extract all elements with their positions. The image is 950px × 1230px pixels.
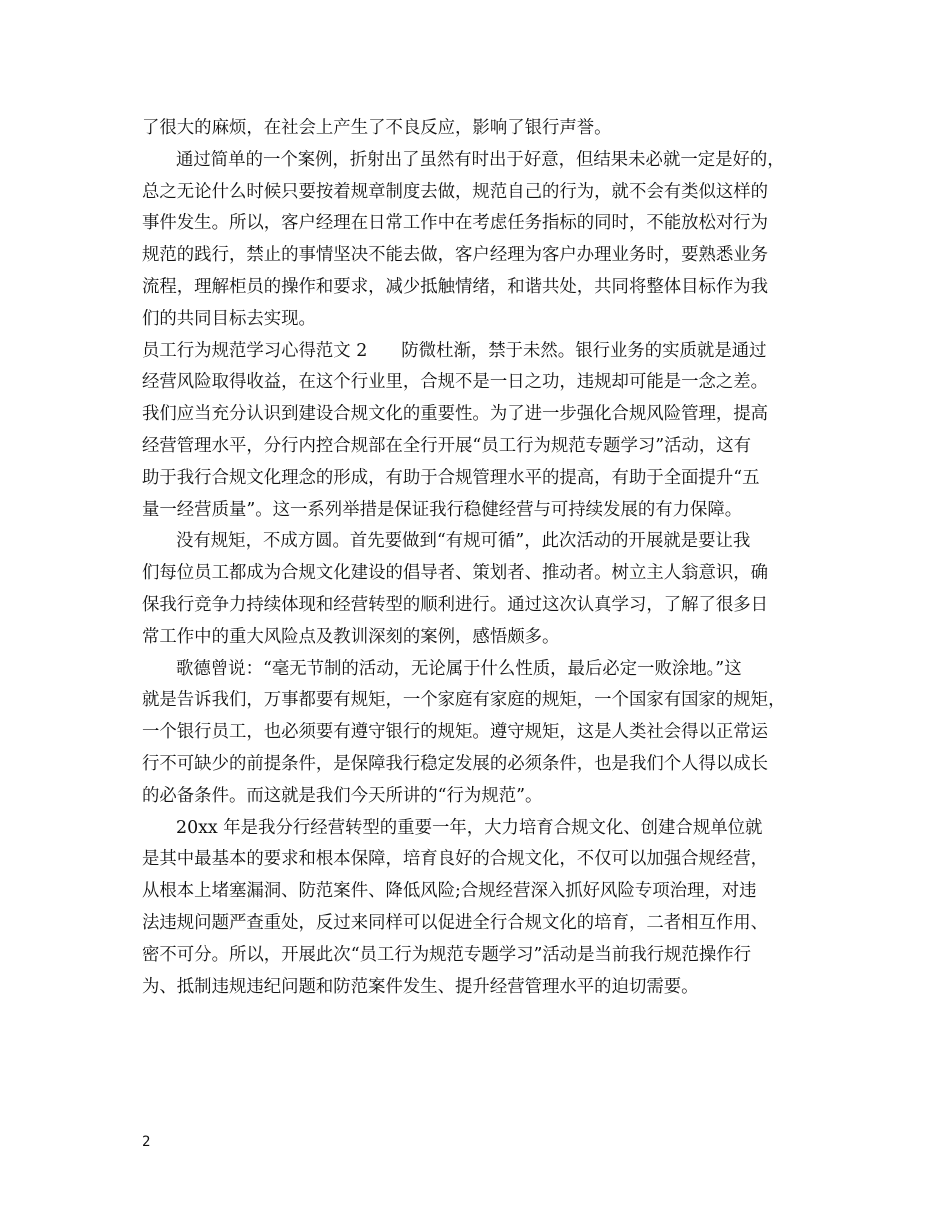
text-line: 密不可分。所以，开展此次“员工行为规范专题学习”活动是当前我行规范操作行: [142, 944, 752, 965]
text-line: 的必备条件。而这就是我们今天所讲的“行为规范”。: [142, 785, 543, 806]
text-line: 为、抵制违规违纪问题和防范案件发生、提升经营管理水平的迫切需要。: [142, 976, 699, 997]
text-line: 量一经营质量”。这一系列举措是保证我行稳健经营与可持续发展的有力保障。: [142, 499, 743, 520]
text-line: 流程，理解柜员的操作和要求，减少抵触情绪，和谐共处，共同将整体目标作为我: [142, 276, 769, 297]
text-line: 从根本上堵塞漏洞、防范案件、降低风险;合规经营深入抓好风险专项治理，对违: [142, 881, 757, 902]
section-title-line: [142, 336, 822, 368]
text-line: 们的共同目标去实现。: [142, 308, 316, 329]
text-line: 通过简单的一个案例，折射出了虽然有时出于好意，但结果未必就一定是好的，: [176, 149, 785, 170]
document-body: [142, 113, 822, 1003]
text-line: 保我行竞争力持续体现和经营转型的顺利进行。通过这次认真学习，了解了很多日: [142, 594, 769, 615]
text-line: 20xx 年是我分行经营转型的重要一年，大力培育合规文化、创建合规单位就: [176, 817, 763, 838]
text-line: 事件发生。所以，客户经理在日常工作中在考虑任务指标的同时，不能放松对行为: [142, 213, 769, 234]
text-line: 规范的践行，禁止的事情坚决不能去做，客户经理为客户办理业务时，要熟悉业务: [142, 245, 769, 266]
page-number: 2: [142, 1134, 151, 1150]
text-line: 就是告诉我们，万事都要有规矩，一个家庭有家庭的规矩，一个国家有国家的规矩，: [142, 690, 786, 711]
text-line: 常工作中的重大风险点及教训深刻的案例，感悟颇多。: [142, 626, 560, 647]
text-line: 助于我行合规文化理念的形成，有助于合规管理水平的提高，有助于全面提升“五: [142, 467, 760, 488]
text-line: 了很大的麻烦，在社会上产生了不良反应，影响了银行声誉。: [142, 118, 612, 138]
text-line: 我们应当充分认识到建设合规文化的重要性。为了进一步强化合规风险管理，提高: [142, 404, 769, 425]
text-line: 经营管理水平，分行内控合规部在全行开展“员工行为规范专题学习”活动，这有: [142, 435, 752, 456]
text-line: 法违规问题严查重处，反过来同样可以促进全行合规文化的培育，二者相互作用、: [142, 912, 769, 933]
text-line: 没有规矩，不成方圆。首先要做到“有规可循”，此次活动的开展就是要让我: [176, 531, 751, 552]
section-title: 员工行为规范学习心得范文 2: [142, 340, 368, 361]
text-line: 是其中最基本的要求和根本保障，培育良好的合规文化，不仅可以加强合规经营，: [142, 849, 769, 870]
text-line: 经营风险取得收益，在这个行业里，合规不是一日之功，违规却可能是一念之差。: [142, 372, 769, 393]
text-line: 们每位员工都成为合规文化建设的倡导者、策划者、推动者。树立主人翁意识，确: [142, 563, 769, 584]
text-line: 行不可缺少的前提条件，是保障我行稳定发展的必须条件，也是我们个人得以成长: [142, 753, 769, 774]
text-line: 一个银行员工，也必须要有遵守银行的规矩。遵守规矩，这是人类社会得以正常运: [142, 722, 769, 743]
section-first-text: 防微杜渐，禁于未然。银行业务的实质就是通过: [401, 340, 767, 361]
text-line: 总之无论什么时候只要按着规章制度去做，规范自己的行为，就不会有类似这样的: [142, 181, 769, 202]
text-line: 歌德曾说：“毫无节制的活动，无论属于什么性质，最后必定一败涂地。”这: [176, 658, 742, 679]
